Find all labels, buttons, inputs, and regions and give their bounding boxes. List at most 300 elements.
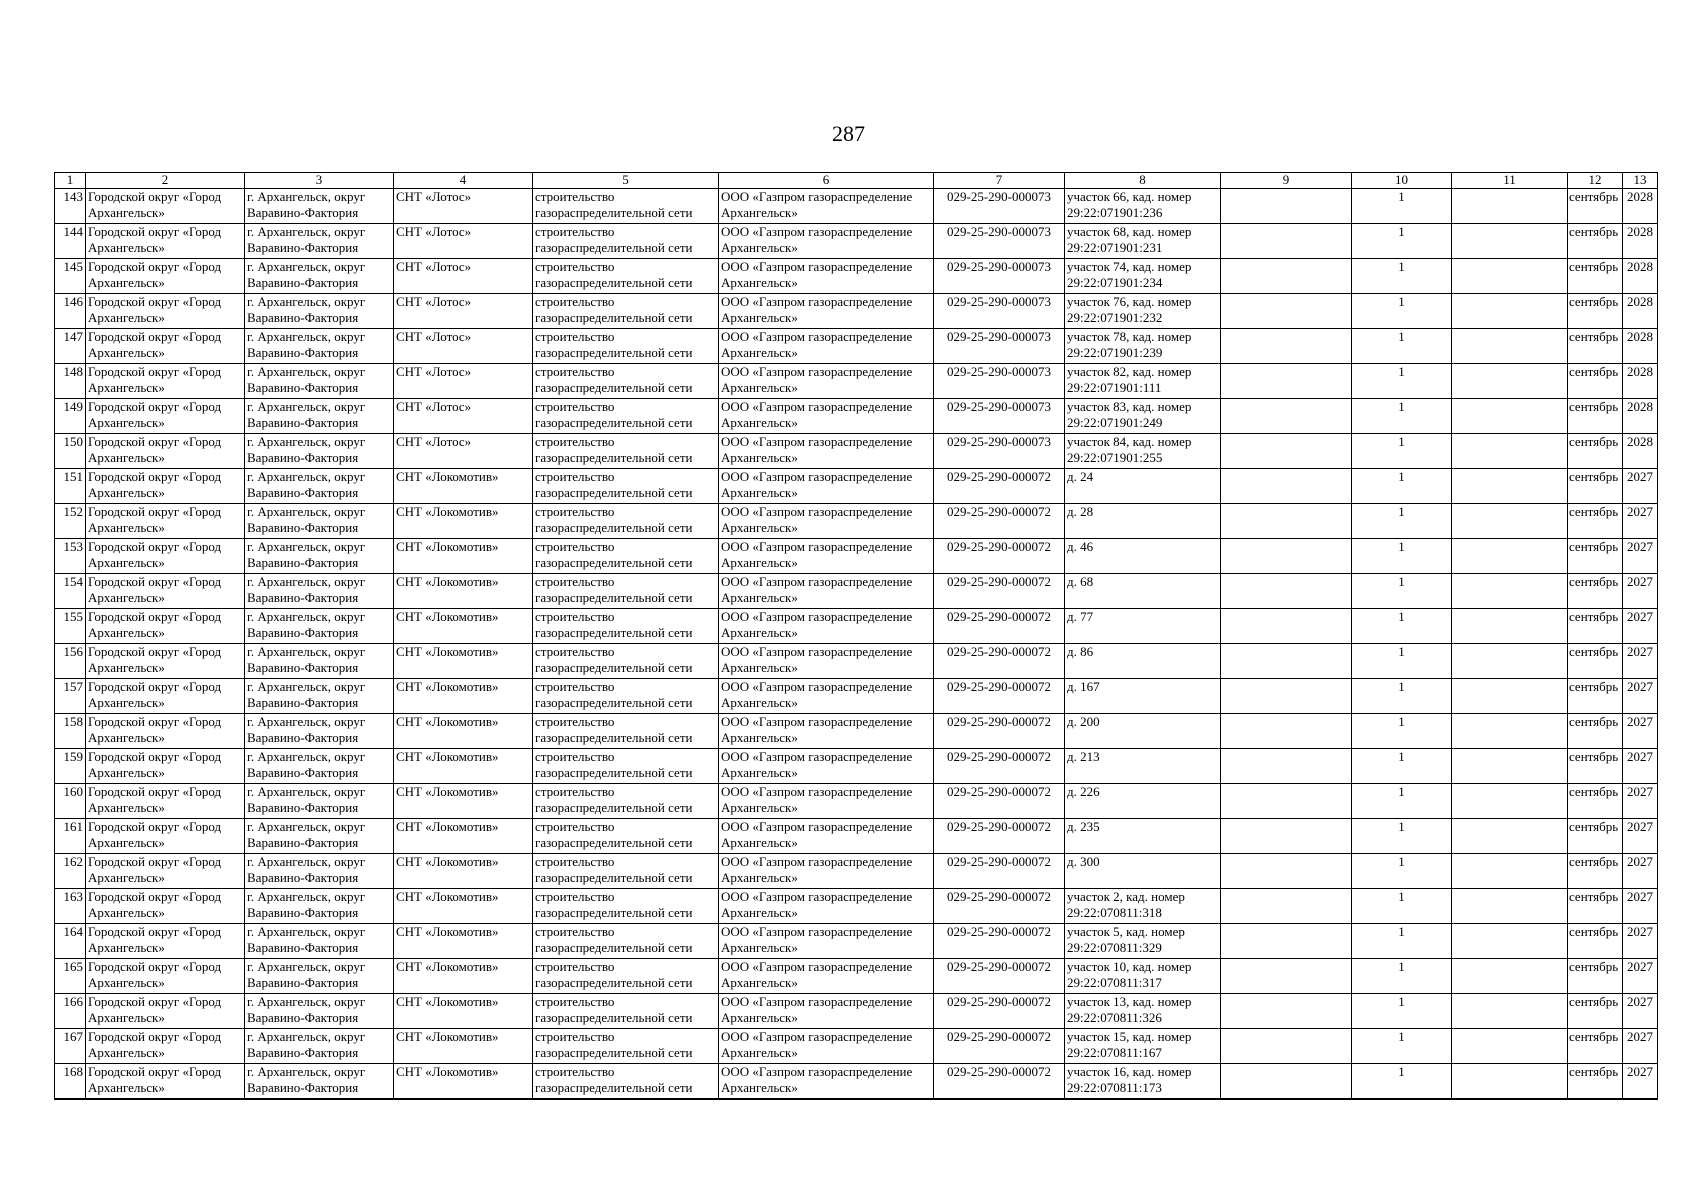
object-cell	[1065, 469, 1221, 504]
month-cell	[1568, 1064, 1623, 1099]
snt-text: СНТ «Лотос»	[396, 399, 472, 414]
address-text: Варавино-Фактория	[247, 275, 359, 290]
month-text: сентябрь	[1569, 504, 1619, 519]
work-type-text: строительство	[535, 679, 615, 694]
row-number-text: 148	[63, 364, 83, 379]
municipality-cell	[86, 749, 245, 784]
quantity-text: 1	[1398, 854, 1405, 869]
snt-cell	[394, 574, 533, 609]
month-text: сентябрь	[1569, 854, 1619, 869]
work-type-text: газораспределительной сети	[535, 835, 693, 850]
organization-cell	[719, 364, 934, 399]
code-text: 029-25-290-000073	[947, 294, 1051, 309]
object-text: 29:22:070811:167	[1067, 1045, 1162, 1060]
organization-text: ООО «Газпром газораспределение	[721, 294, 913, 309]
row-number-text: 165	[63, 959, 83, 974]
organization-text: ООО «Газпром газораспределение	[721, 1029, 913, 1044]
organization-text: Архангельск»	[721, 905, 798, 920]
col11-cell	[1452, 994, 1568, 1029]
row-number-text: 150	[63, 434, 83, 449]
snt-cell	[394, 889, 533, 924]
municipality-text: Городской округ «Город	[88, 819, 222, 834]
address-text: Варавино-Фактория	[247, 1045, 359, 1060]
organization-text: ООО «Газпром газораспределение	[721, 749, 913, 764]
work-type-text: газораспределительной сети	[535, 695, 693, 710]
work-type-text: строительство	[535, 784, 615, 799]
work-type-cell	[533, 679, 719, 714]
snt-cell	[394, 959, 533, 994]
row-number-cell	[55, 469, 86, 504]
quantity-cell	[1352, 434, 1452, 469]
work-type-text: газораспределительной сети	[535, 380, 693, 395]
organization-cell	[719, 959, 934, 994]
organization-text: ООО «Газпром газораспределение	[721, 224, 913, 239]
object-cell	[1065, 889, 1221, 924]
work-type-text: строительство	[535, 994, 615, 1009]
table-row	[55, 539, 1658, 574]
row-number-text: 152	[63, 504, 83, 519]
code-cell	[934, 924, 1065, 959]
work-type-text: строительство	[535, 959, 615, 974]
object-text: 29:22:070811:329	[1067, 940, 1162, 955]
quantity-text: 1	[1398, 364, 1405, 379]
object-cell	[1065, 854, 1221, 889]
quantity-cell	[1352, 259, 1452, 294]
work-type-cell	[533, 259, 719, 294]
municipality-text: Городской округ «Город	[88, 714, 222, 729]
table-row	[55, 224, 1658, 259]
col9-cell	[1221, 609, 1352, 644]
organization-text: ООО «Газпром газораспределение	[721, 399, 913, 414]
address-text: Варавино-Фактория	[247, 835, 359, 850]
object-text: д. 68	[1067, 574, 1094, 589]
quantity-cell	[1352, 854, 1452, 889]
work-type-text: строительство	[535, 364, 615, 379]
quantity-cell	[1352, 189, 1452, 224]
municipality-text: Городской округ «Город	[88, 644, 222, 659]
organization-cell	[719, 259, 934, 294]
snt-text: СНТ «Локомотив»	[396, 679, 499, 694]
code-text: 029-25-290-000072	[947, 504, 1051, 519]
snt-cell	[394, 644, 533, 679]
work-type-text: газораспределительной сети	[535, 660, 693, 675]
municipality-cell	[86, 574, 245, 609]
snt-text: СНТ «Лотос»	[396, 294, 472, 309]
object-text: участок 84, кад. номер	[1067, 434, 1192, 449]
municipality-text: Архангельск»	[88, 660, 165, 675]
address-text: г. Архангельск, округ	[247, 994, 366, 1009]
code-cell	[934, 399, 1065, 434]
object-text: д. 235	[1067, 819, 1100, 834]
month-text: сентябрь	[1569, 364, 1619, 379]
code-cell	[934, 784, 1065, 819]
organization-text: Архангельск»	[721, 835, 798, 850]
work-type-cell	[533, 749, 719, 784]
year-text: 2027	[1627, 1029, 1653, 1044]
col11-cell	[1452, 329, 1568, 364]
municipality-text: Архангельск»	[88, 765, 165, 780]
row-number-text: 162	[63, 854, 83, 869]
address-text: Варавино-Фактория	[247, 520, 359, 535]
snt-cell	[394, 259, 533, 294]
row-number-text: 153	[63, 539, 83, 554]
year-cell	[1623, 784, 1658, 819]
municipality-text: Архангельск»	[88, 625, 165, 640]
organization-text: Архангельск»	[721, 415, 798, 430]
work-type-text: газораспределительной сети	[535, 415, 693, 430]
col11-cell	[1452, 364, 1568, 399]
month-text: сентябрь	[1569, 714, 1619, 729]
year-text: 2027	[1627, 819, 1653, 834]
year-cell	[1623, 189, 1658, 224]
organization-cell	[719, 539, 934, 574]
work-type-text: строительство	[535, 224, 615, 239]
snt-cell	[394, 924, 533, 959]
year-cell	[1623, 294, 1658, 329]
address-text: Варавино-Фактория	[247, 415, 359, 430]
organization-text: Архангельск»	[721, 660, 798, 675]
row-number-cell	[55, 399, 86, 434]
quantity-text: 1	[1398, 609, 1405, 624]
address-text: Варавино-Фактория	[247, 380, 359, 395]
address-text: Варавино-Фактория	[247, 1080, 359, 1095]
work-type-text: газораспределительной сети	[535, 730, 693, 745]
address-cell	[245, 1064, 394, 1099]
snt-cell	[394, 679, 533, 714]
quantity-text: 1	[1398, 959, 1405, 974]
month-cell	[1568, 259, 1623, 294]
table-row	[55, 259, 1658, 294]
address-text: г. Архангельск, округ	[247, 574, 366, 589]
row-number-cell	[55, 329, 86, 364]
row-number-cell	[55, 294, 86, 329]
year-text: 2028	[1627, 364, 1653, 379]
col11-cell	[1452, 959, 1568, 994]
work-type-cell	[533, 224, 719, 259]
municipality-text: Архангельск»	[88, 345, 165, 360]
snt-cell	[394, 329, 533, 364]
object-text: 29:22:071901:255	[1067, 450, 1163, 465]
work-type-text: строительство	[535, 469, 615, 484]
month-cell	[1568, 434, 1623, 469]
year-text: 2027	[1627, 574, 1653, 589]
work-type-text: газораспределительной сети	[535, 870, 693, 885]
row-number-text: 157	[63, 679, 83, 694]
code-text: 029-25-290-000072	[947, 609, 1051, 624]
object-cell	[1065, 714, 1221, 749]
row-number-cell	[55, 784, 86, 819]
row-number-text: 156	[63, 644, 83, 659]
municipality-text: Городской округ «Город	[88, 364, 222, 379]
code-cell	[934, 224, 1065, 259]
address-cell	[245, 854, 394, 889]
header-cell: 11	[1452, 173, 1568, 189]
year-cell	[1623, 539, 1658, 574]
organization-text: Архангельск»	[721, 765, 798, 780]
row-number-cell	[55, 924, 86, 959]
month-text: сентябрь	[1569, 889, 1619, 904]
col11-cell	[1452, 854, 1568, 889]
municipality-text: Городской округ «Город	[88, 994, 222, 1009]
month-text: сентябрь	[1569, 329, 1619, 344]
col9-cell	[1221, 994, 1352, 1029]
year-cell	[1623, 399, 1658, 434]
year-cell	[1623, 364, 1658, 399]
year-cell	[1623, 714, 1658, 749]
object-text: участок 10, кад. номер	[1067, 959, 1192, 974]
municipality-text: Городской округ «Город	[88, 399, 222, 414]
object-text: д. 300	[1067, 854, 1100, 869]
municipality-cell	[86, 889, 245, 924]
municipality-text: Городской округ «Город	[88, 854, 222, 869]
address-cell	[245, 224, 394, 259]
snt-cell	[394, 1029, 533, 1064]
code-cell	[934, 994, 1065, 1029]
organization-cell	[719, 294, 934, 329]
municipality-cell	[86, 469, 245, 504]
organization-text: ООО «Газпром газораспределение	[721, 924, 913, 939]
quantity-cell	[1352, 749, 1452, 784]
organization-text: Архангельск»	[721, 590, 798, 605]
municipality-text: Архангельск»	[88, 940, 165, 955]
work-type-text: газораспределительной сети	[535, 310, 693, 325]
address-cell	[245, 749, 394, 784]
col9-cell	[1221, 714, 1352, 749]
month-text: сентябрь	[1569, 189, 1619, 204]
municipality-text: Архангельск»	[88, 205, 165, 220]
month-text: сентябрь	[1569, 294, 1619, 309]
municipality-text: Городской округ «Город	[88, 609, 222, 624]
organization-text: ООО «Газпром газораспределение	[721, 854, 913, 869]
row-number-cell	[55, 434, 86, 469]
municipality-text: Архангельск»	[88, 240, 165, 255]
year-cell	[1623, 259, 1658, 294]
municipality-text: Архангельск»	[88, 975, 165, 990]
year-cell	[1623, 1029, 1658, 1064]
object-text: участок 13, кад. номер	[1067, 994, 1192, 1009]
address-cell	[245, 609, 394, 644]
code-cell	[934, 539, 1065, 574]
work-type-cell	[533, 994, 719, 1029]
snt-cell	[394, 854, 533, 889]
year-cell	[1623, 644, 1658, 679]
municipality-text: Городской округ «Город	[88, 434, 222, 449]
code-text: 029-25-290-000072	[947, 539, 1051, 554]
month-cell	[1568, 784, 1623, 819]
row-number-text: 167	[63, 1029, 83, 1044]
code-cell	[934, 959, 1065, 994]
table-row	[55, 1064, 1658, 1099]
code-text: 029-25-290-000073	[947, 364, 1051, 379]
quantity-cell	[1352, 539, 1452, 574]
organization-text: Архангельск»	[721, 940, 798, 955]
month-text: сентябрь	[1569, 819, 1619, 834]
table-row	[55, 504, 1658, 539]
table-row	[55, 329, 1658, 364]
month-cell	[1568, 224, 1623, 259]
snt-text: СНТ «Лотос»	[396, 364, 472, 379]
address-text: Варавино-Фактория	[247, 485, 359, 500]
address-text: г. Архангельск, округ	[247, 329, 366, 344]
object-text: 29:22:070811:173	[1067, 1080, 1162, 1095]
quantity-cell	[1352, 819, 1452, 854]
year-cell	[1623, 959, 1658, 994]
snt-text: СНТ «Локомотив»	[396, 714, 499, 729]
organization-text: ООО «Газпром газораспределение	[721, 714, 913, 729]
month-cell	[1568, 819, 1623, 854]
organization-cell	[719, 224, 934, 259]
quantity-cell	[1352, 959, 1452, 994]
address-text: Варавино-Фактория	[247, 310, 359, 325]
quantity-text: 1	[1398, 504, 1405, 519]
organization-text: Архангельск»	[721, 450, 798, 465]
month-text: сентябрь	[1569, 224, 1619, 239]
quantity-cell	[1352, 784, 1452, 819]
quantity-text: 1	[1398, 644, 1405, 659]
snt-text: СНТ «Локомотив»	[396, 959, 499, 974]
row-number-text: 154	[63, 574, 83, 589]
col11-cell	[1452, 434, 1568, 469]
table-row	[55, 189, 1658, 224]
organization-text: ООО «Газпром газораспределение	[721, 959, 913, 974]
quantity-cell	[1352, 329, 1452, 364]
col9-cell	[1221, 329, 1352, 364]
work-type-text: строительство	[535, 504, 615, 519]
row-number-cell	[55, 854, 86, 889]
snt-text: СНТ «Лотос»	[396, 189, 472, 204]
work-type-cell	[533, 644, 719, 679]
work-type-text: строительство	[535, 574, 615, 589]
work-type-text: строительство	[535, 889, 615, 904]
address-text: г. Архангельск, округ	[247, 294, 366, 309]
month-text: сентябрь	[1569, 784, 1619, 799]
object-cell	[1065, 294, 1221, 329]
object-text: д. 200	[1067, 714, 1100, 729]
municipality-text: Архангельск»	[88, 835, 165, 850]
address-text: г. Архангельск, округ	[247, 714, 366, 729]
month-cell	[1568, 364, 1623, 399]
quantity-text: 1	[1398, 1029, 1405, 1044]
code-cell	[934, 189, 1065, 224]
address-text: г. Архангельск, округ	[247, 1029, 366, 1044]
month-cell	[1568, 1029, 1623, 1064]
quantity-text: 1	[1398, 749, 1405, 764]
snt-cell	[394, 294, 533, 329]
organization-text: Архангельск»	[721, 555, 798, 570]
table-row	[55, 644, 1658, 679]
organization-text: Архангельск»	[721, 1045, 798, 1060]
month-cell	[1568, 854, 1623, 889]
code-text: 029-25-290-000073	[947, 189, 1051, 204]
address-cell	[245, 819, 394, 854]
address-cell	[245, 259, 394, 294]
object-text: 29:22:071901:232	[1067, 310, 1163, 325]
organization-text: ООО «Газпром газораспределение	[721, 469, 913, 484]
municipality-text: Архангельск»	[88, 590, 165, 605]
work-type-cell	[533, 924, 719, 959]
object-text: 29:22:071901:236	[1067, 205, 1163, 220]
code-text: 029-25-290-000073	[947, 259, 1051, 274]
col9-cell	[1221, 189, 1352, 224]
col11-cell	[1452, 784, 1568, 819]
work-type-text: строительство	[535, 399, 615, 414]
snt-text: СНТ «Локомотив»	[396, 819, 499, 834]
table-row	[55, 364, 1658, 399]
col9-cell	[1221, 784, 1352, 819]
object-cell	[1065, 539, 1221, 574]
snt-text: СНТ «Лотос»	[396, 259, 472, 274]
organization-cell	[719, 889, 934, 924]
work-type-cell	[533, 714, 719, 749]
table-row	[55, 574, 1658, 609]
work-type-cell	[533, 1064, 719, 1099]
work-type-text: газораспределительной сети	[535, 975, 693, 990]
schedule-table	[54, 172, 1658, 1100]
col9-cell	[1221, 819, 1352, 854]
snt-text: СНТ «Локомотив»	[396, 574, 499, 589]
col9-cell	[1221, 364, 1352, 399]
table-row	[55, 294, 1658, 329]
row-number-cell	[55, 644, 86, 679]
snt-cell	[394, 189, 533, 224]
object-text: участок 74, кад. номер	[1067, 259, 1192, 274]
organization-cell	[719, 399, 934, 434]
snt-cell	[394, 609, 533, 644]
year-text: 2027	[1627, 644, 1653, 659]
snt-text: СНТ «Локомотив»	[396, 924, 499, 939]
address-text: Варавино-Фактория	[247, 870, 359, 885]
object-text: участок 78, кад. номер	[1067, 329, 1192, 344]
organization-text: Архангельск»	[721, 975, 798, 990]
quantity-cell	[1352, 994, 1452, 1029]
address-cell	[245, 644, 394, 679]
organization-text: ООО «Газпром газораспределение	[721, 329, 913, 344]
organization-text: ООО «Газпром газораспределение	[721, 609, 913, 624]
code-cell	[934, 819, 1065, 854]
row-number-cell	[55, 994, 86, 1029]
quantity-text: 1	[1398, 714, 1405, 729]
work-type-cell	[533, 504, 719, 539]
month-text: сентябрь	[1569, 959, 1619, 974]
year-cell	[1623, 434, 1658, 469]
month-text: сентябрь	[1569, 539, 1619, 554]
table-row	[55, 469, 1658, 504]
col9-cell	[1221, 679, 1352, 714]
object-text: д. 167	[1067, 679, 1100, 694]
organization-text: ООО «Газпром газораспределение	[721, 889, 913, 904]
organization-text: ООО «Газпром газораспределение	[721, 189, 913, 204]
col11-cell	[1452, 679, 1568, 714]
table-row	[55, 749, 1658, 784]
work-type-text: газораспределительной сети	[535, 345, 693, 360]
object-text: д. 24	[1067, 469, 1094, 484]
code-text: 029-25-290-000072	[947, 1029, 1051, 1044]
address-text: Варавино-Фактория	[247, 450, 359, 465]
month-text: сентябрь	[1569, 679, 1619, 694]
snt-cell	[394, 399, 533, 434]
quantity-cell	[1352, 644, 1452, 679]
row-number-text: 145	[63, 259, 83, 274]
snt-cell	[394, 749, 533, 784]
municipality-text: Городской округ «Город	[88, 1064, 222, 1079]
object-cell	[1065, 994, 1221, 1029]
table-row	[55, 784, 1658, 819]
work-type-text: газораспределительной сети	[535, 1045, 693, 1060]
col9-cell	[1221, 644, 1352, 679]
address-text: г. Архангельск, округ	[247, 434, 366, 449]
quantity-cell	[1352, 469, 1452, 504]
month-cell	[1568, 609, 1623, 644]
